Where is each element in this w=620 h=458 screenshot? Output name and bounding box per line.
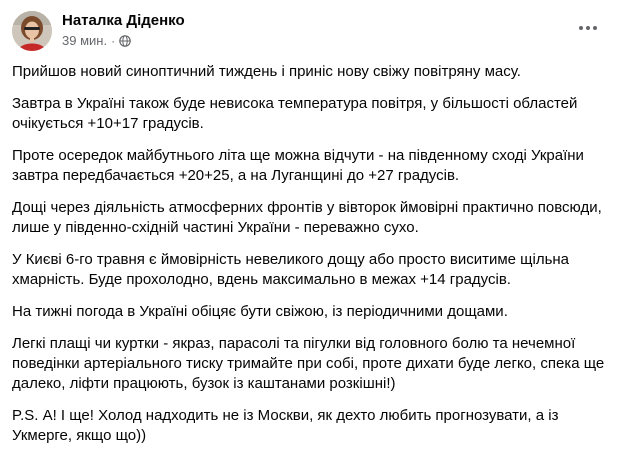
- more-options-icon[interactable]: [574, 14, 602, 42]
- post-body: [12, 62, 606, 458]
- avatar-image: [12, 11, 52, 51]
- post-paragraph: Прийшов новий синоптичний тиждень і приніс нову свіжу повітряну масу.: [12, 63, 521, 80]
- post-paragraph: Легкі плащі чи куртки - якраз, парасолі та пігулки від головного болю та нечемної поведінки артеріального тиску тримайте при собі, проте дихати буде легко, спека ще далеко, ліфти працюють, бузок із каштанами розкішні!): [12, 335, 605, 392]
- more-dot: [593, 26, 597, 30]
- post-time[interactable]: 39 мин.: [62, 33, 108, 48]
- post-paragraph: Завтра в Україні також буде невисока температура повітря, у більшості областей очікується +10+17 градусів.: [12, 95, 578, 132]
- author-avatar[interactable]: [12, 11, 52, 51]
- post-paragraph: P.S. А! І ще! Холод надходить не із Москви, як дехто любить прогнозувати, а із Укмерге, якщо що)): [12, 407, 559, 444]
- post-header: [12, 8, 608, 52]
- post-paragraph: У Києві 6-го травня є ймовірність невеликого дощу або просто виситиме щільна хмарність. Буде прохолодно, вдень максимально в межах +14 градусів.: [12, 251, 570, 288]
- post-meta: [62, 33, 131, 48]
- meta-separator: ·: [111, 33, 116, 48]
- post-paragraph: Дощі через діяльність атмосферних фронтів у вівторок ймовірні практично повсюди, лише у південно-східній частині України - переважно сухо.: [12, 199, 602, 236]
- author-name[interactable]: Наталка Діденко: [62, 12, 185, 29]
- globe-icon[interactable]: [119, 35, 131, 47]
- more-dot: [579, 26, 583, 30]
- more-dot: [586, 26, 590, 30]
- post-paragraph: На тижні погода в Україні обіцяє бути свіжою, із періодичними дощами.: [12, 303, 508, 320]
- post-paragraph: Проте осередок майбутнього літа ще можна відчути - на південному сході України завтра передбачається +20+25, а на Луганщині до +27 градусів.: [12, 147, 584, 184]
